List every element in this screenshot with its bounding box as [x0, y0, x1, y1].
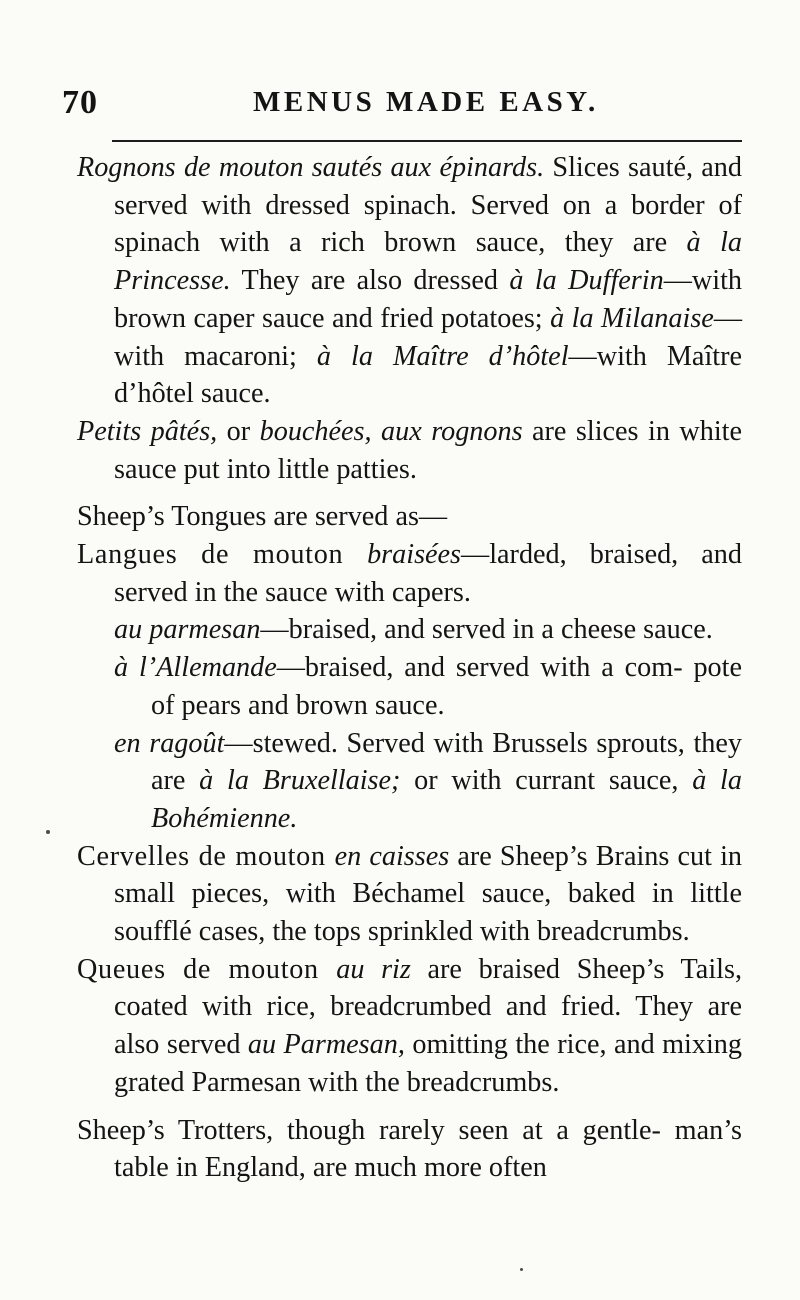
entry-petits-pates: Petits pâtés, or bouchées, aux rognons are slices in white sauce put into little patties.	[77, 415, 743, 485]
page-body	[77, 149, 742, 1187]
entry-rognons: Rognons de mouton sautés aux épinards. Slices sauté, and served with dressed spinach. Served on a border of spinach with a rich brown sauce, they are à la Princesse. They are also dressed à la Dufferin—with brown caper sauce and fried potatoes; à la Milanaise—with macaroni; à la Maître d’hôtel—with Maître d’hôtel sauce.	[77, 152, 742, 410]
entry-queues: Queues de mouton au riz are braised Sheep’s Tails, coated with rice, breadcrumbed and fried. They are also served au Parmesan, omitting the rice, and mixing grated Parmesan with the breadcrumbs.	[77, 953, 742, 1098]
running-title: MENUS MADE EASY.	[253, 86, 599, 118]
dish-title: Rognons de mouton sautés aux épinards.	[77, 152, 545, 183]
entry-allemande: à l’Allemande—braised, and served with a com- pote of pears and brown sauce.	[114, 652, 742, 721]
tongues-intro: Sheep’s Tongues are served as—	[77, 501, 448, 533]
entry-en-ragout: en ragoût—stewed. Served with Brussels sprouts, they are à la Bruxellaise; or with currant sauce, à la Bohémienne.	[114, 727, 742, 834]
entry-au-parmesan: au parmesan—braised, and served in a cheese sauce.	[114, 614, 713, 646]
entry-langues: Langues de mouton braisées—larded, braised, and served in the sauce with capers.	[77, 539, 742, 608]
page-number: 70	[62, 84, 98, 121]
ink-speck	[520, 1268, 523, 1271]
entry-trotters: Sheep’s Trotters, though rarely seen at a gentle- man’s table in England, are much more often	[77, 1114, 742, 1184]
ink-speck	[46, 830, 50, 834]
entry-cervelles: Cervelles de mouton en caisses are Sheep’s Brains cut in small pieces, with Béchamel sauce, baked in little soufflé cases, the tops sprinkled with breadcrumbs.	[77, 840, 742, 948]
header-rule	[112, 140, 742, 142]
page-header	[0, 84, 800, 124]
